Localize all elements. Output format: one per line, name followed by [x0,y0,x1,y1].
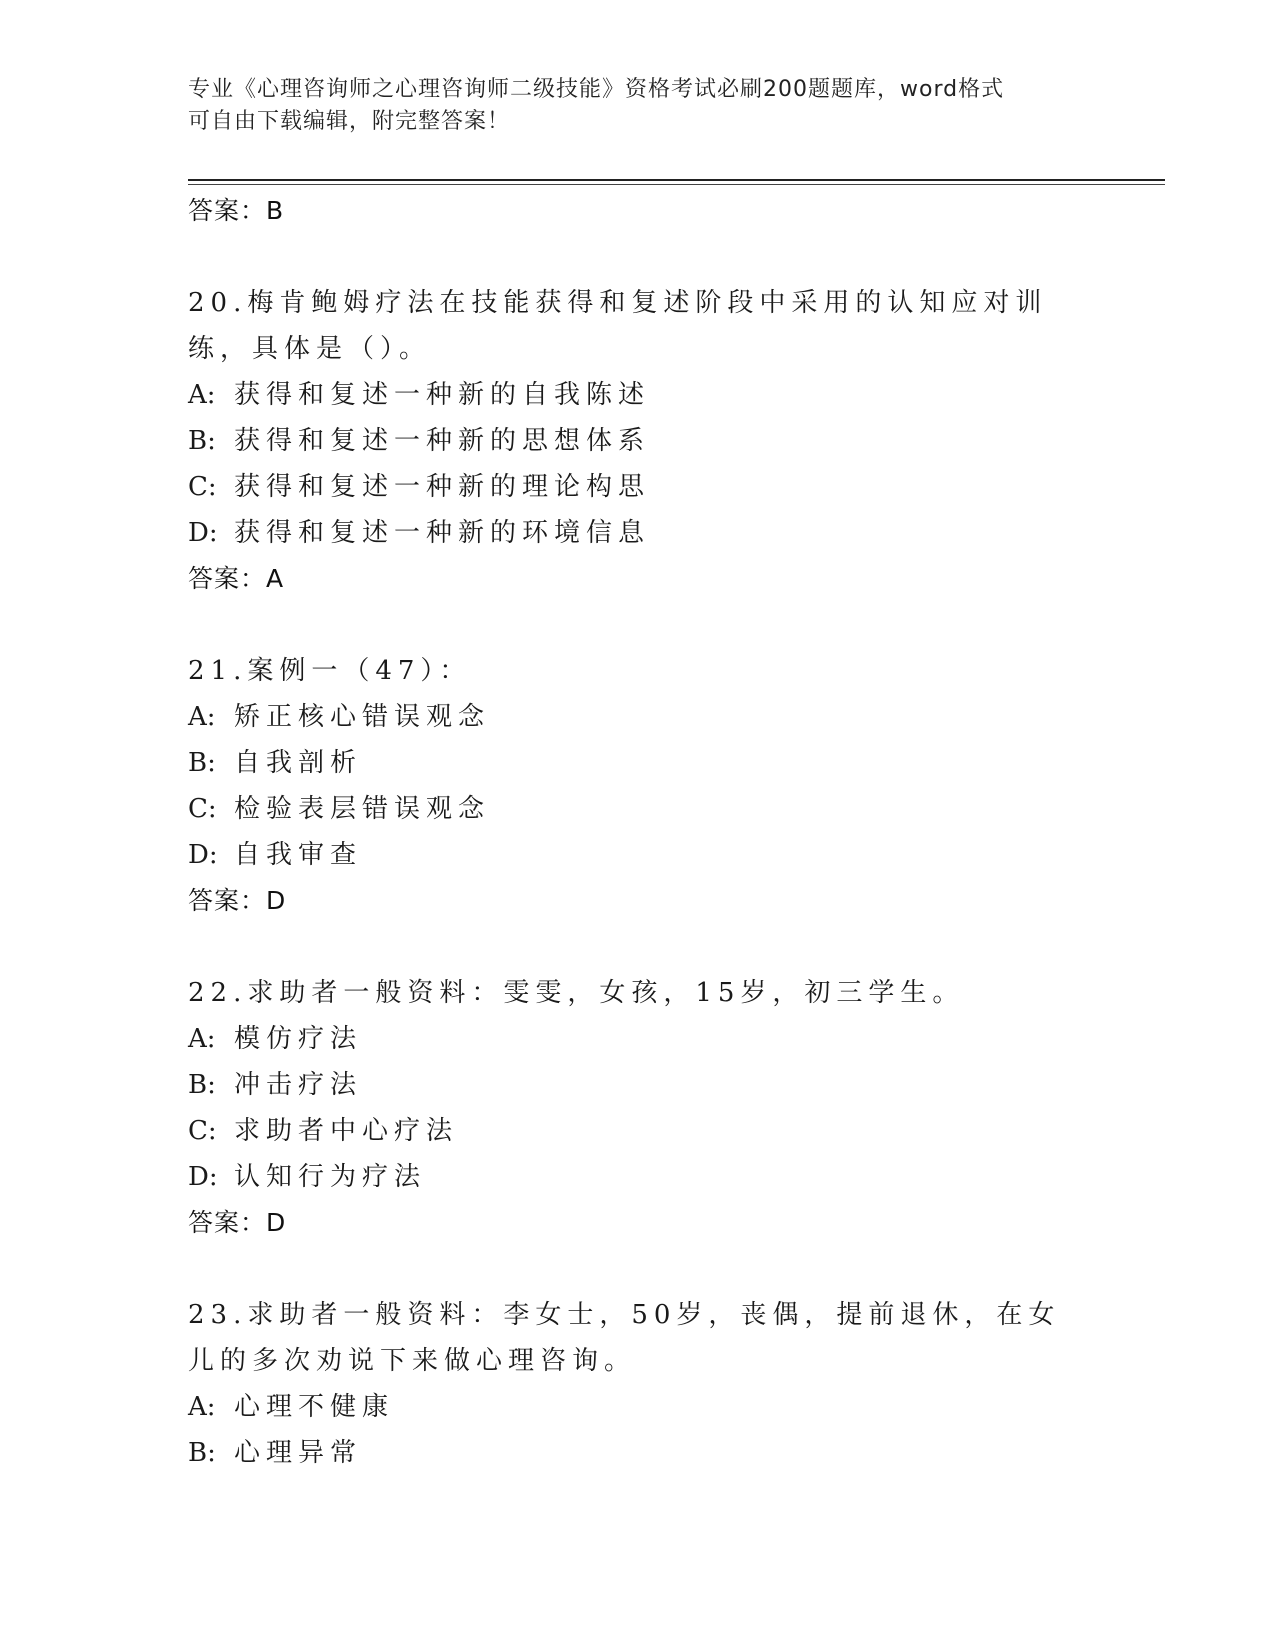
option-letter: A: [188,1024,216,1054]
option-text: 模仿疗法 [234,1024,363,1054]
option-letter: D: [188,518,218,548]
option-letter: C: [188,794,217,824]
option-c [188,786,1088,832]
option-d [188,832,1088,878]
option-letter: B: [188,1070,216,1100]
option-letter: D: [188,840,218,870]
spacer [188,924,1088,970]
header-divider [188,179,1165,181]
header-line-2: 可自由下载编辑，附完整答案！ [188,109,511,134]
header-line-1: 专业《心理咨询师之心理咨询师二级技能》资格考试必刷200题题库，word格式 [188,77,1005,102]
document-header [188,74,1088,138]
option-a [188,1016,1088,1062]
document-body [188,188,1088,1476]
option-letter: B: [188,426,216,456]
option-d [188,1154,1088,1200]
option-b [188,1430,1088,1476]
option-letter: C: [188,1116,217,1146]
option-text: 矫正核心错误观念 [234,702,491,732]
option-a [188,372,1088,418]
option-b [188,418,1088,464]
answer-line: 答案：B [188,196,285,225]
option-text: 检验表层错误观念 [234,794,491,824]
option-text: 求助者中心疗法 [234,1116,459,1146]
option-a [188,1384,1088,1430]
spacer [188,1246,1088,1292]
option-text: 获得和复述一种新的理论构思 [234,472,651,502]
option-text: 获得和复述一种新的环境信息 [234,518,651,548]
option-text: 冲击疗法 [234,1070,363,1100]
answer-line: 答案：A [188,564,285,593]
option-letter: A: [188,1392,216,1422]
option-letter: C: [188,472,217,502]
option-text: 获得和复述一种新的自我陈述 [234,380,651,410]
option-text: 获得和复述一种新的思想体系 [234,426,651,456]
option-c [188,1108,1088,1154]
option-text: 认知行为疗法 [234,1162,427,1192]
option-letter: A: [188,702,216,732]
answer-line: 答案：D [188,1208,287,1237]
option-letter: A: [188,380,216,410]
question-stem: 20.梅肯鲍姆疗法在技能获得和复述阶段中采用的认知应对训练，具体是（）。 [188,288,1048,364]
option-b [188,740,1088,786]
option-letter: B: [188,1438,216,1468]
header-divider-thin [188,184,1165,185]
spacer [188,602,1088,648]
question-stem: 22.求助者一般资料：雯雯，女孩，15岁，初三学生。 [188,978,965,1008]
spacer [188,234,1088,280]
option-b [188,1062,1088,1108]
option-text: 心理不健康 [234,1392,395,1422]
option-letter: D: [188,1162,218,1192]
answer-line: 答案：D [188,886,287,915]
option-text: 心理异常 [234,1438,363,1468]
option-text: 自我剖析 [234,748,363,778]
option-a [188,694,1088,740]
question-stem: 23.求助者一般资料：李女士，50岁，丧偶，提前退休，在女儿的多次劝说下来做心理咨询。 [188,1300,1061,1376]
option-text: 自我审查 [234,840,363,870]
option-d [188,510,1088,556]
option-letter: B: [188,748,216,778]
option-c [188,464,1088,510]
question-stem: 21.案例一（47）： [188,656,472,686]
